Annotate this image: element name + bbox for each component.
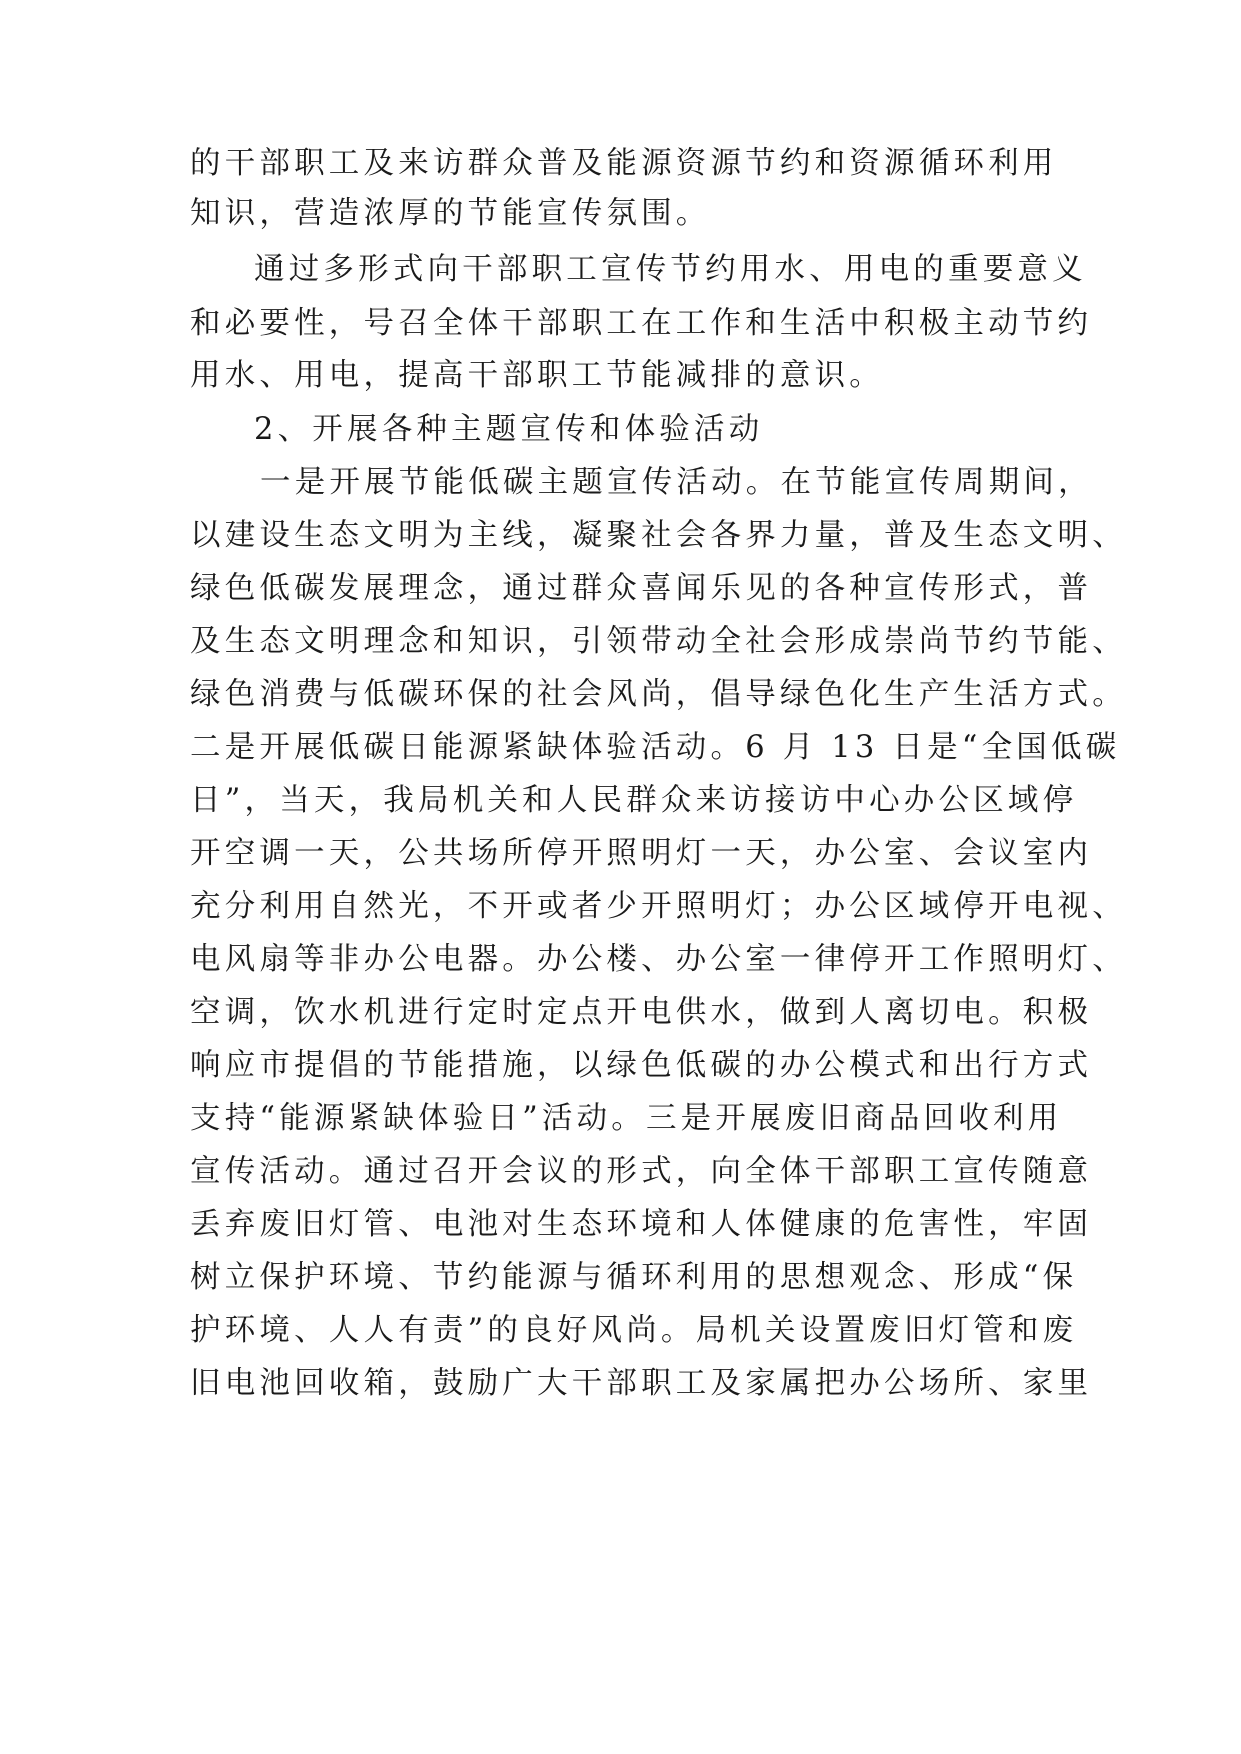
text-line: 一是开展节能低碳主题宣传活动。在节能宣传周期间， [260, 465, 1093, 500]
text-line: 绿色消费与低碳环保的社会风尚，倡导绿色化生产生活方式。 [190, 677, 1127, 712]
text-line: 空调，饮水机进行定时定点开电供水，做到人离切电。积极 [190, 995, 1093, 1030]
text-line: 树立保护环境、节约能源与循环利用的思想观念、形成“保 [190, 1260, 1078, 1295]
text-line: 知识，营造浓厚的节能宣传氛围。 [190, 196, 711, 231]
text-line: 充分利用自然光，不开或者少开照明灯；办公区域停开电视、 [190, 889, 1127, 924]
text-line: 响应市提倡的节能措施，以绿色低碳的办公模式和出行方式 [190, 1048, 1093, 1083]
text-line: 支持“能源紧缺体验日”活动。三是开展废旧商品回收利用 [190, 1101, 1063, 1136]
section-heading: 2、开展各种主题宣传和体验活动 [254, 412, 764, 447]
text-line: 开空调一天，公共场所停开照明灯一天，办公室、会议室内 [190, 836, 1093, 871]
text-line: 旧电池回收箱，鼓励广大干部职工及家属把办公场所、家里 [190, 1366, 1093, 1401]
text-line: 的干部职工及来访群众普及能源资源节约和资源循环利用 [190, 146, 1058, 181]
text-line: 电风扇等非办公电器。办公楼、办公室一律停开工作照明灯、 [190, 942, 1127, 977]
text-line: 宣传活动。通过召开会议的形式，向全体干部职工宣传随意 [190, 1154, 1093, 1189]
text-line: 护环境、人人有责”的良好风尚。局机关设置废旧灯管和废 [190, 1313, 1078, 1348]
text-line: 丢弃废旧灯管、电池对生态环境和人体健康的危害性，牢固 [190, 1207, 1093, 1242]
text-line: 日”，当天，我局机关和人民群众来访接访中心办公区域停 [190, 783, 1078, 818]
text-line: 以建设生态文明为主线，凝聚社会各界力量，普及生态文明、 [190, 518, 1127, 553]
text-line: 通过多形式向干部职工宣传节约用水、用电的重要意义 [254, 252, 1087, 287]
text-line: 绿色低碳发展理念，通过群众喜闻乐见的各种宣传形式，普 [190, 571, 1093, 606]
text-line: 和必要性，号召全体干部职工在工作和生活中积极主动节约 [190, 306, 1093, 341]
text-line: 及生态文明理念和知识，引领带动全社会形成崇尚节约节能、 [190, 624, 1127, 659]
text-line: 二是开展低碳日能源紧缺体验活动。6 月 13 日是“全国低碳 [190, 730, 1121, 765]
text-line: 用水、用电，提高干部职工节能减排的意识。 [190, 358, 884, 393]
